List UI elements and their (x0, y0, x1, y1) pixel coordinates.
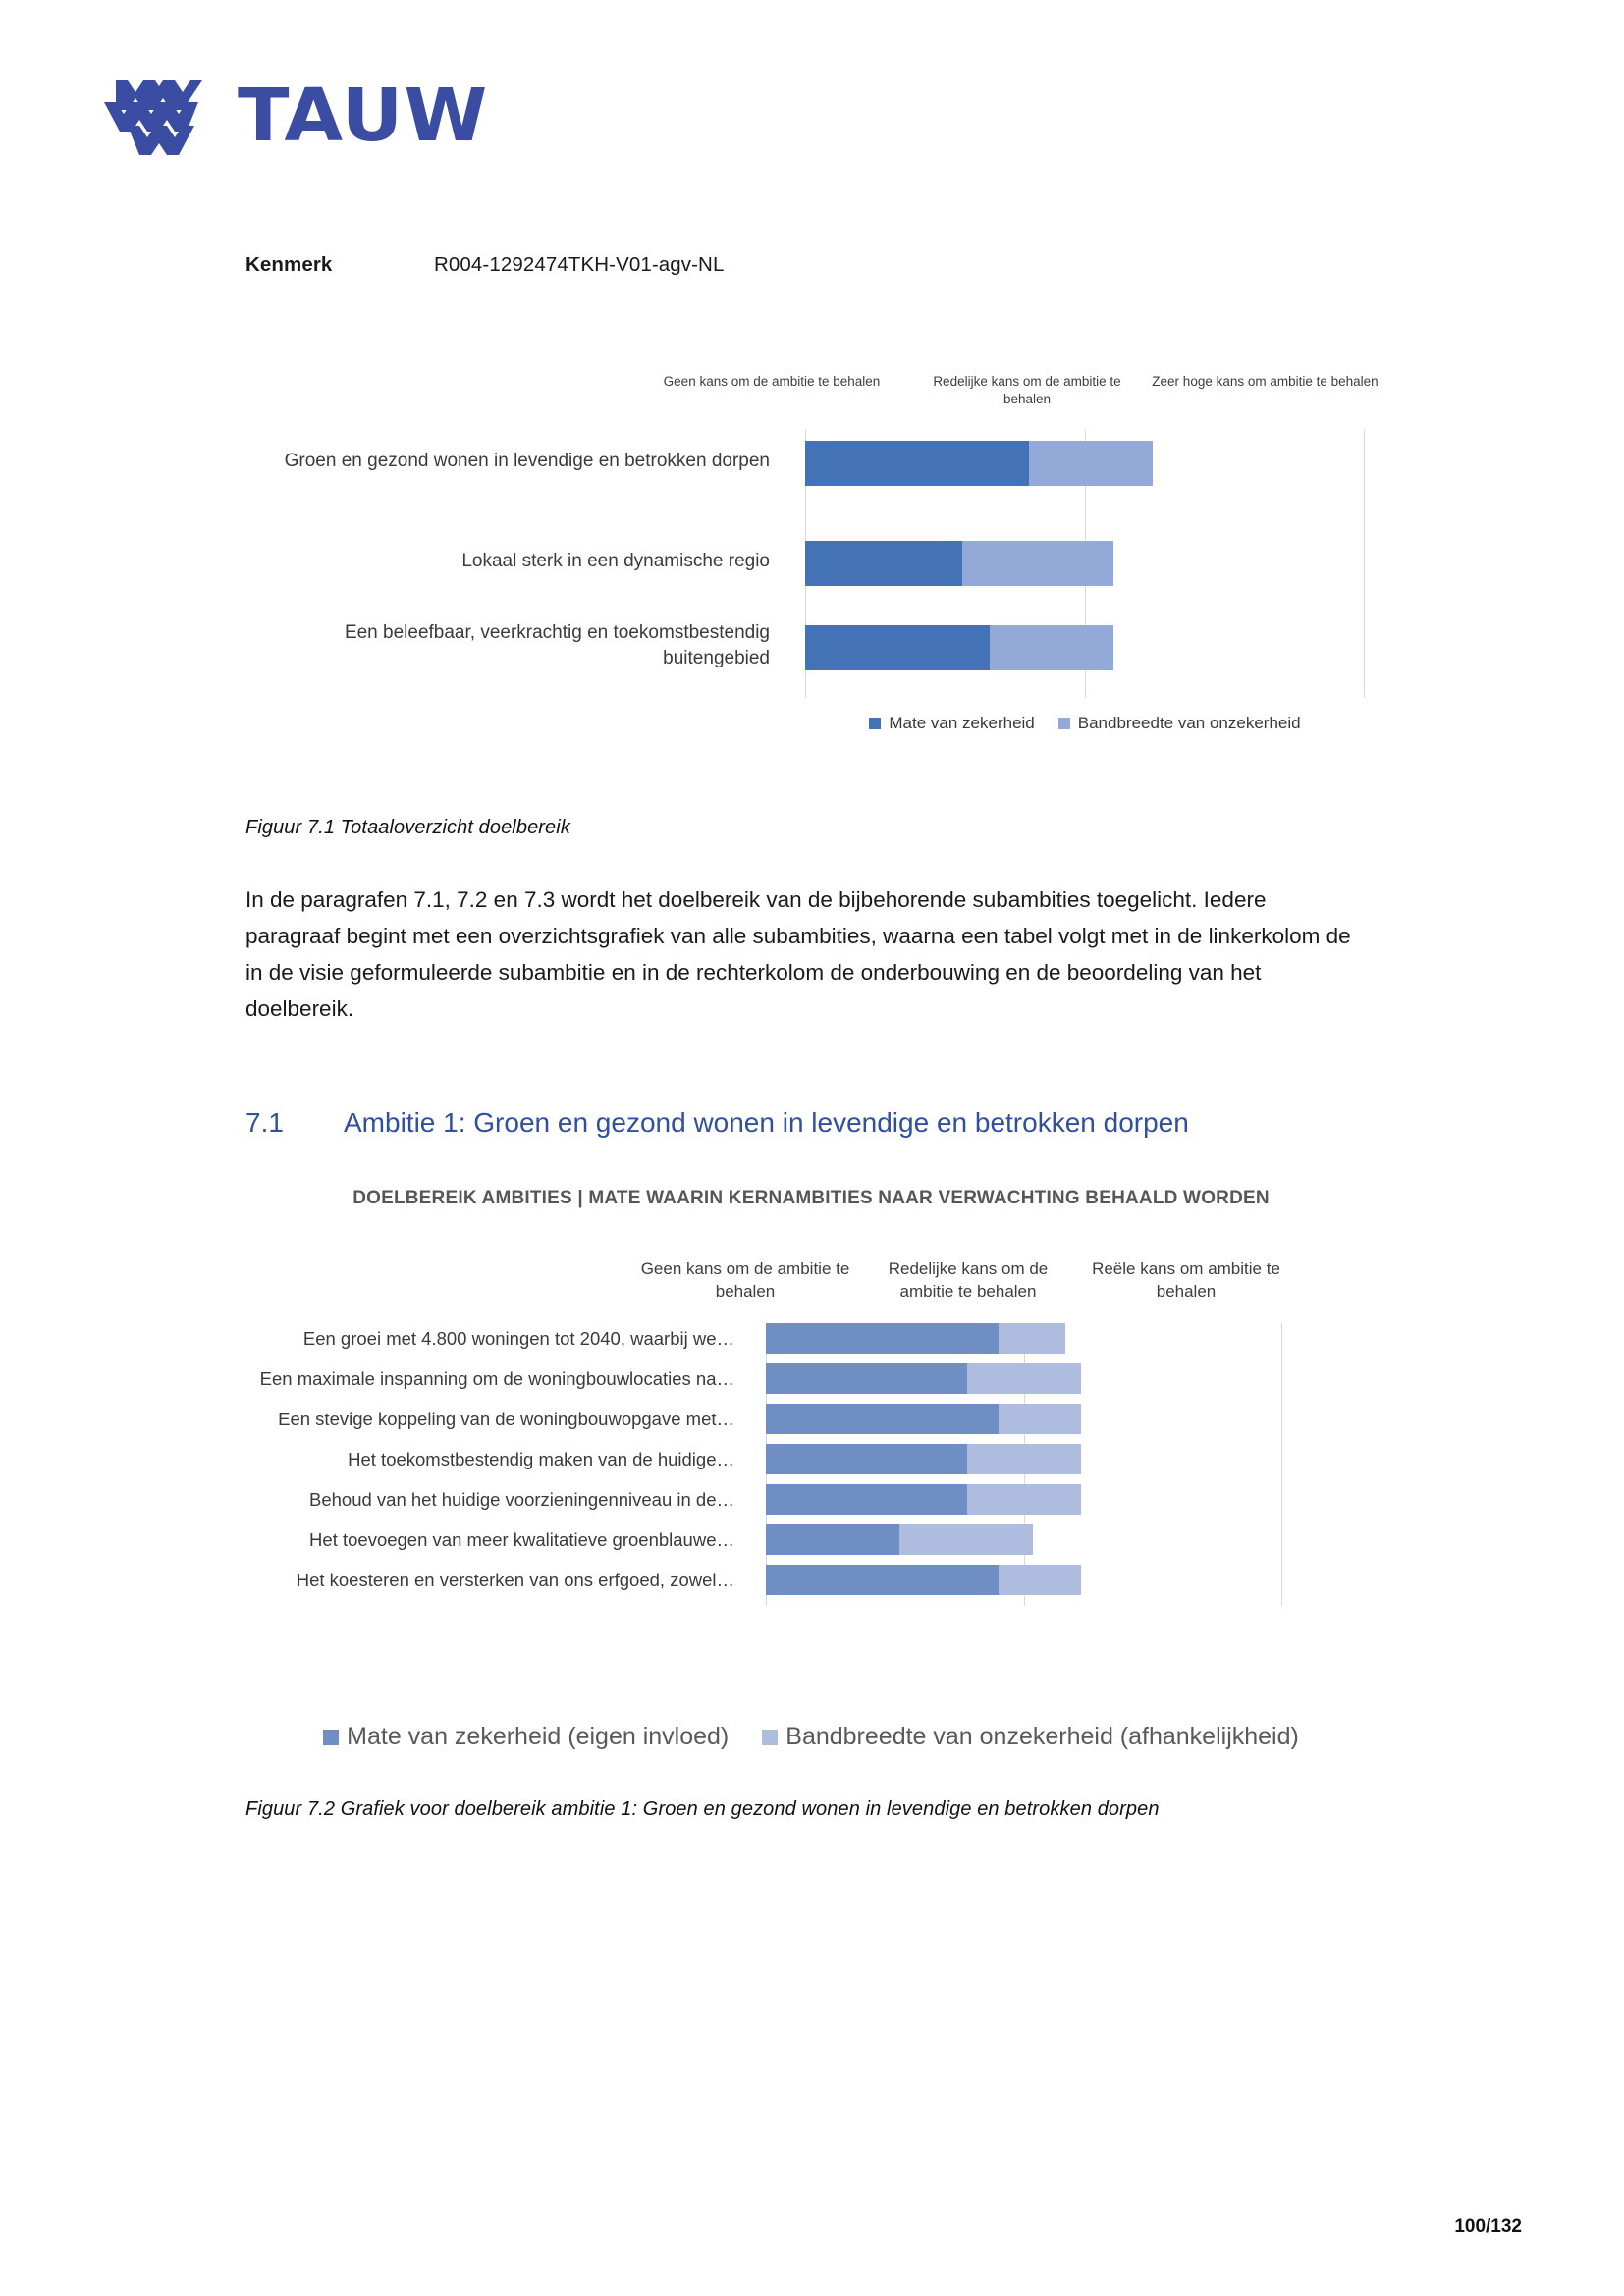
figure-2-legend-item-1 (762, 1723, 1299, 1751)
figure-2-category-label-1: Een maximale inspanning om de woningbouwlocaties na… (259, 1368, 734, 1389)
figure-1-bars (805, 429, 1365, 698)
figure-1-segment-uncertainty (962, 541, 1113, 586)
kenmerk-row (245, 253, 724, 277)
figure-2-bar-row (766, 1323, 1065, 1354)
figure-1-segment-certainty (805, 625, 990, 670)
figure-2-bar-row (766, 1484, 1081, 1515)
figure-2-bar-row (766, 1444, 1081, 1474)
figure-2-legend (232, 1723, 1390, 1751)
figure-1-axis-headers (232, 368, 1390, 425)
figure-1-category-label-1: Lokaal sterk in een dynamische regio (461, 551, 770, 571)
section-title: Ambitie 1: Groen en gezond wonen in levendige en betrokken dorpen (344, 1107, 1189, 1138)
figure-2-category-label-6: Het koesteren en versterken van ons erfgoed, zowel… (296, 1570, 734, 1590)
legend-swatch-icon (323, 1730, 339, 1745)
figure-2-gridline-2 (1281, 1323, 1282, 1606)
kenmerk-value: R004-1292474TKH-V01-agv-NL (434, 253, 725, 276)
figure-1-category-label-0: Groen en gezond wonen in levendige en betrokken dorpen (284, 451, 770, 471)
figure-2-bar-row (766, 1404, 1081, 1434)
section-heading-7-1 (245, 1107, 1189, 1139)
figure-2-segment-certainty (766, 1404, 999, 1434)
figure-2-segment-certainty (766, 1484, 967, 1515)
figure-2-category-labels (232, 1323, 750, 1606)
tauw-chevron-logo-icon (102, 67, 212, 165)
figure-1-segment-uncertainty (1029, 441, 1153, 486)
figure-2-segment-uncertainty (999, 1323, 1065, 1354)
figure-2-axis-header-1: Redelijke kans om de ambitie te behalen (888, 1259, 1049, 1301)
legend-swatch-icon (1058, 718, 1070, 729)
figure-2-segment-uncertainty (967, 1363, 1081, 1394)
figure-2-legend-label-1: Bandbreedte van onzekerheid (afhankelijkheid) (785, 1723, 1299, 1750)
figure-1-chart (232, 368, 1390, 790)
figure-1-legend-item-0 (869, 714, 1034, 733)
figure-2-legend-item-0 (323, 1723, 729, 1751)
tauw-wordmark: TAUW (238, 74, 489, 158)
figure-1-category-labels (232, 429, 787, 698)
figure-2-legend-label-0: Mate van zekerheid (eigen invloed) (347, 1723, 730, 1750)
figure-1-legend-label-1: Bandbreedte van onzekerheid (1077, 714, 1301, 732)
figure-1-axis-header-0: Geen kans om de ambitie te behalen (663, 374, 881, 389)
figure-2-category-label-4: Behoud van het huidige voorzieningenniveau in de… (308, 1489, 734, 1510)
figure-1-caption: Figuur 7.1 Totaaloverzicht doelbereik (245, 817, 570, 838)
figure-2-segment-uncertainty (999, 1565, 1081, 1595)
figure-2-segment-uncertainty (899, 1524, 1033, 1555)
figure-2-axis-header-0: Geen kans om de ambitie te behalen (640, 1259, 850, 1301)
figure-2-axis-header-2: Reële kans om ambitie te behalen (1092, 1259, 1280, 1301)
figure-1-legend-item-1 (1058, 714, 1301, 733)
kenmerk-label: Kenmerk (245, 253, 333, 276)
tauw-logo (102, 67, 489, 165)
figure-2-chart (232, 1188, 1390, 1777)
figure-2-category-label-2: Een stevige koppeling van de woningbouwopgave met… (278, 1409, 734, 1429)
body-paragraph: In de paragrafen 7.1, 7.2 en 7.3 wordt het doelbereik van de bijbehorende subambities toegelicht. Iedere paragraaf begint met een overzichtsgrafiek van alle subambities, waarna een tabel volgt met in de linkerkolom de in de visie geformuleerde subambitie en in de rechterkolom de onderbouwing en de beoordeling van het doelbereik. (245, 887, 1351, 1021)
figure-2-bar-row (766, 1363, 1081, 1394)
figure-1-bar-row (805, 541, 1113, 586)
figure-2-category-label-0: Een groei met 4.800 woningen tot 2040, waarbij we… (302, 1328, 734, 1349)
figure-1-segment-certainty (805, 541, 962, 586)
figure-2-segment-certainty (766, 1565, 999, 1595)
figure-1-plot-area (805, 429, 1365, 698)
figure-2-segment-certainty (766, 1363, 967, 1394)
figure-1-bar-row (805, 625, 1113, 670)
figure-1-segment-uncertainty (990, 625, 1113, 670)
figure-2-segment-certainty (766, 1323, 999, 1354)
figure-2-plot-area (766, 1323, 1282, 1606)
figure-2-title: DOELBEREIK AMBITIES | MATE WAARIN KERNAMBITIES NAAR VERWACHTING BEHAALD WORDEN (352, 1188, 1270, 1208)
figure-2-axis-headers (232, 1258, 1390, 1313)
figure-2-segment-certainty (766, 1444, 967, 1474)
figure-2-segment-uncertainty (967, 1484, 1081, 1515)
figure-1-axis-header-1: Redelijke kans om de ambitie te behalen (933, 374, 1121, 407)
figure-2-caption: Figuur 7.2 Grafiek voor doelbereik ambitie 1: Groen en gezond wonen in levendige en betrokken dorpen (245, 1798, 1160, 1820)
figure-1-segment-certainty (805, 441, 1029, 486)
figure-2-bar-row (766, 1565, 1081, 1595)
section-number: 7.1 (245, 1107, 284, 1138)
legend-swatch-icon (762, 1730, 778, 1745)
legend-swatch-icon (869, 718, 881, 729)
figure-1-axis-header-2: Zeer hoge kans om ambitie te behalen (1152, 374, 1379, 389)
figure-1-category-label-2: Een beleefbaar, veerkrachtig en toekomstbestendig buitengebied (344, 622, 770, 668)
figure-1-legend (805, 714, 1365, 733)
figure-2-category-label-3: Het toekomstbestendig maken van de huidige… (348, 1449, 734, 1469)
figure-2-bar-row (766, 1524, 1033, 1555)
figure-2-category-label-5: Het toevoegen van meer kwalitatieve groenblauwe… (309, 1529, 734, 1550)
figure-2-segment-uncertainty (999, 1404, 1081, 1434)
figure-2-segment-uncertainty (967, 1444, 1081, 1474)
figure-2-segment-certainty (766, 1524, 899, 1555)
figure-1-legend-label-0: Mate van zekerheid (889, 714, 1035, 732)
page-number: 100/132 (1454, 2216, 1522, 2237)
figure-1-bar-row (805, 441, 1153, 486)
